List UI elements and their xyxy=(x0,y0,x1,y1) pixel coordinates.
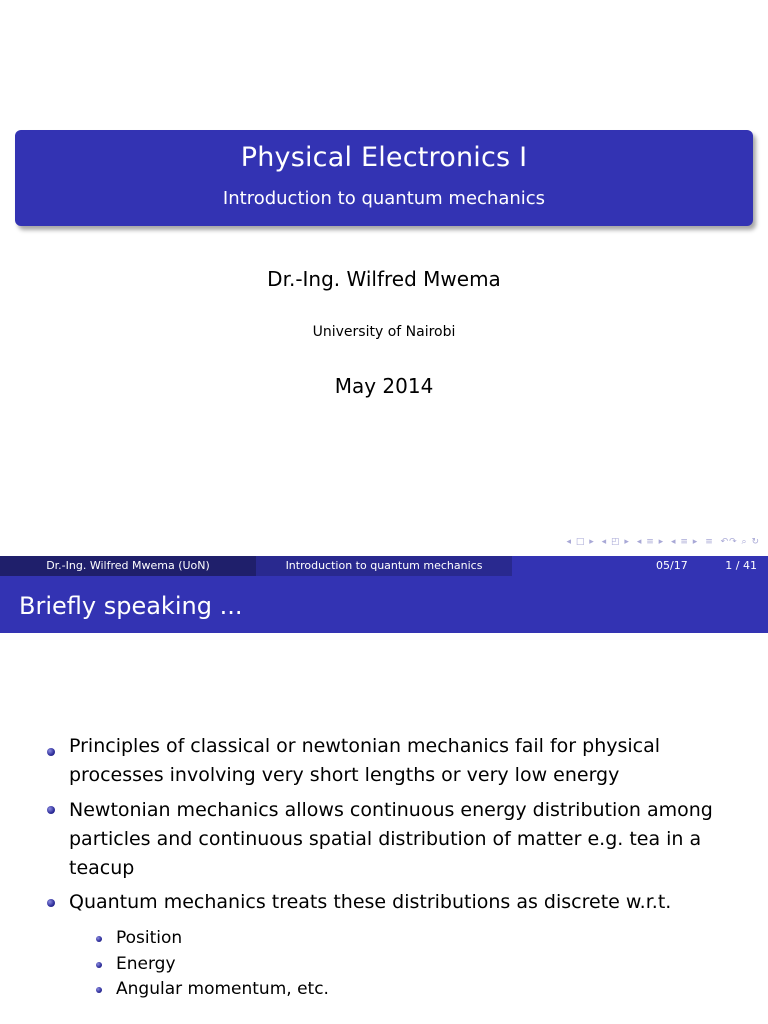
frame-title-bar xyxy=(0,576,768,633)
presentation-date: May 2014 xyxy=(334,374,434,398)
title-block xyxy=(15,130,753,226)
bullet-icon xyxy=(47,748,55,756)
list-item: Newtonian mechanics allows continuous energy distribution among particles and continuous spatial distribution of matter e.g. tea in a teacup xyxy=(69,799,713,879)
nav-slide-icon[interactable]: ◂ □ ▸ xyxy=(566,537,595,547)
presentation-subtitle: Introduction to quantum mechanics xyxy=(222,188,546,209)
bullet-icon xyxy=(47,899,55,907)
navigation-symbols[interactable] xyxy=(564,537,760,553)
nav-search-icon[interactable]: ↶↷ ⌕ ↻ xyxy=(720,537,760,547)
footer-right xyxy=(512,556,768,576)
sub-list-item: Energy xyxy=(116,954,176,974)
nav-document-icon[interactable]: ≡ xyxy=(705,537,714,547)
footer-date: 05/17 xyxy=(656,559,688,572)
nav-section-icon[interactable]: ◂ ≡ ▸ xyxy=(671,537,699,547)
list-item: Principles of classical or newtonian mechanics fail for physical processes involving very short lengths or very low energy xyxy=(69,735,661,786)
frame-title: Briefly speaking ... xyxy=(19,592,243,620)
author-name: Dr.-Ing. Wilfred Mwema xyxy=(267,267,501,291)
nav-subsection-icon[interactable]: ◂ ≡ ▸ xyxy=(636,537,665,547)
sub-bullet-icon xyxy=(96,987,102,993)
bullet-icon xyxy=(47,806,55,814)
footer-author: Dr.-Ing. Wilfred Mwema (UoN) xyxy=(0,556,256,576)
sub-bullet-icon xyxy=(96,962,102,968)
nav-frame-icon[interactable]: ◂ ◰ ▸ xyxy=(601,537,630,547)
sub-bullet-icon xyxy=(96,936,102,942)
footline xyxy=(0,556,768,576)
list-item: Quantum mechanics treats these distributions as discrete w.r.t. xyxy=(69,891,672,913)
footer-page-number: 1 / 41 xyxy=(725,559,757,572)
presentation-title: Physical Electronics I xyxy=(240,142,528,173)
content-slide xyxy=(0,576,768,1024)
sub-list-item: Position xyxy=(116,928,183,948)
footer-title: Introduction to quantum mechanics xyxy=(256,556,512,576)
institute-name: University of Nairobi xyxy=(312,324,456,340)
sub-list-item: Angular momentum, etc. xyxy=(116,979,329,999)
